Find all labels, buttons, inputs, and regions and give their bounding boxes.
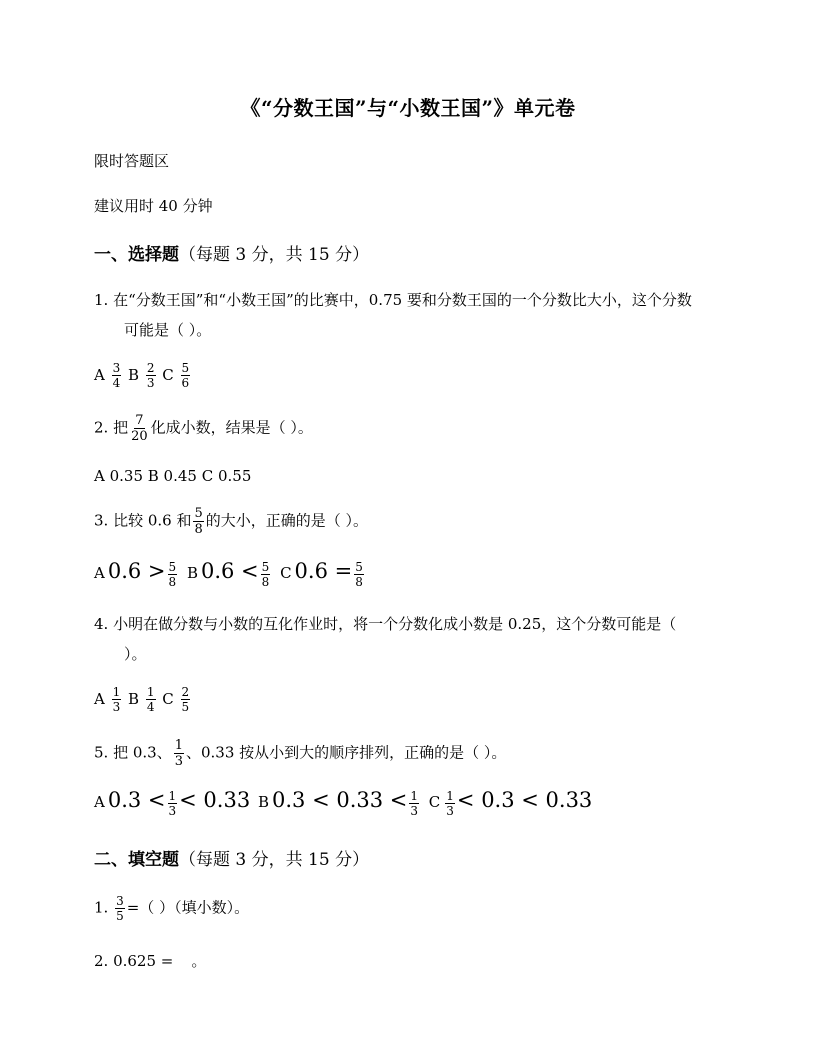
q4-option-b-den: 4 (146, 700, 155, 714)
q3-prefix: 3. 比较 0.6 和 (94, 511, 192, 530)
q3-option-a-den: 8 (168, 574, 177, 589)
q3-option-a-letter: A (94, 564, 105, 582)
q2-den: 20 (131, 429, 148, 444)
f2-stem (94, 950, 206, 971)
q3-options (94, 559, 369, 588)
q5-option-c-num: 1 (446, 788, 454, 803)
q3-option-c-letter: C (280, 564, 292, 582)
q5-option-a-before: 0.3 < (107, 788, 166, 812)
q5-option-a-letter: A (94, 793, 105, 811)
q4-option-c-den: 5 (181, 700, 190, 714)
q3-option-b-letter: B (186, 564, 198, 582)
q1-option-b-den: 3 (146, 376, 155, 390)
q4-options (94, 686, 192, 713)
q2-stem (94, 414, 313, 443)
q1-option-b[interactable] (128, 361, 157, 390)
f1-den: 5 (116, 909, 124, 923)
q3-stem (94, 507, 368, 536)
q5-option-a[interactable] (94, 788, 251, 818)
section-fill-label: 二、填空题 (94, 850, 179, 870)
section-fill-note: （每题 3 分，共 15 分） (179, 850, 370, 870)
time-limit-label: 限时答题区 (94, 152, 170, 170)
q1-stem-line2: 可能是（ ）。 (124, 321, 212, 339)
q5-stem (94, 739, 506, 768)
q5-option-c-den: 3 (446, 803, 454, 818)
q1-option-a-letter: A (94, 365, 105, 384)
q1-option-b-letter: B (128, 365, 140, 384)
f1-stem (94, 895, 249, 922)
q3-option-a-num: 5 (168, 559, 177, 574)
q3-option-c[interactable] (280, 559, 366, 589)
f1-num: 3 (116, 894, 124, 908)
q1-option-c[interactable] (162, 361, 192, 390)
q3-option-b-den: 8 (261, 574, 270, 589)
q3-num: 5 (194, 506, 203, 521)
q5-option-b-before: 0.3 < 0.33 < (272, 788, 408, 812)
q3-option-c-left: 0.6 = (294, 559, 353, 583)
page-title: 《“分数王国”与“小数王国”》单元卷 (240, 96, 576, 120)
q3-suffix: 的大小，正确的是（ ）。 (205, 511, 369, 530)
q1-stem-line1: 1. 在“分数王国”和“小数王国”的比赛中，0.75 要和分数王国的一个分数比大小，这个分数 (94, 291, 692, 309)
q5-option-b-den: 3 (410, 803, 419, 818)
f1-prefix: 1. (94, 898, 109, 917)
section-choice-note: （每题 3 分，共 15 分） (179, 245, 370, 265)
f2-text: 2. 0.625 = (94, 952, 174, 970)
q2-suffix: 化成小数，结果是（ ）。 (150, 418, 313, 437)
q1-option-c-letter: C (162, 365, 174, 384)
f1-suffix: =（ ）（填小数）。 (126, 898, 250, 917)
q1-option-a-num: 3 (112, 361, 121, 375)
q1-option-c-num: 5 (181, 361, 190, 375)
q1-options (94, 362, 192, 389)
q1-option-a[interactable] (94, 361, 123, 390)
q4-option-a-letter: A (94, 689, 105, 708)
q5-option-a-den: 3 (168, 803, 177, 818)
q5-option-b-num: 1 (410, 788, 419, 803)
q5-den: 3 (174, 754, 183, 769)
q3-option-b[interactable] (186, 559, 272, 589)
q5-option-a-after: < 0.33 (179, 788, 251, 812)
q4-stem-line2: ）。 (124, 645, 147, 663)
q1-option-b-num: 2 (146, 361, 155, 375)
q4-option-b[interactable] (128, 685, 157, 714)
q4-option-b-letter: B (128, 689, 140, 708)
q3-den: 8 (194, 522, 203, 537)
q5-option-c-after: < 0.3 < 0.33 (456, 788, 593, 812)
q3-option-a-left: 0.6 > (107, 559, 166, 583)
q4-option-c[interactable] (162, 685, 192, 714)
q5-suffix: 、0.33 按从小到大的顺序排列，正确的是（ ）。 (185, 743, 507, 762)
suggested-time-label: 建议用时 40 分钟 (94, 197, 213, 215)
q5-num: 1 (174, 738, 183, 753)
q5-option-b-letter: B (257, 793, 269, 811)
q3-option-c-num: 5 (355, 559, 363, 574)
q4-option-a-num: 1 (112, 685, 121, 699)
q4-option-c-letter: C (162, 689, 174, 708)
q5-option-a-num: 1 (168, 788, 177, 803)
q4-option-c-num: 2 (181, 685, 190, 699)
q1-option-a-den: 4 (112, 376, 121, 390)
q4-option-a[interactable] (94, 685, 123, 714)
q5-options (94, 788, 595, 817)
q5-option-c[interactable] (428, 788, 593, 818)
q4-option-b-num: 1 (146, 685, 155, 699)
q3-option-c-den: 8 (355, 574, 363, 589)
f2-end: 。 (191, 952, 207, 970)
q2-options: A 0.35 B 0.45 C 0.55 (94, 467, 252, 485)
q3-option-b-num: 5 (261, 559, 270, 574)
q5-prefix: 5. 把 0.3、 (94, 743, 172, 762)
section-fill-heading (94, 845, 369, 870)
q4-stem-line1: 4. 小明在做分数与小数的互化作业时，将一个分数化成小数是 0.25，这个分数可能是（ (94, 615, 677, 633)
section-choice-heading (94, 240, 369, 265)
section-choice-label: 一、选择题 (94, 245, 179, 265)
q3-option-b-left: 0.6 < (200, 559, 259, 583)
q4-option-a-den: 3 (112, 700, 121, 714)
q2-prefix: 2. 把 (94, 418, 129, 437)
q5-option-c-letter: C (428, 793, 441, 811)
q1-option-c-den: 6 (181, 376, 190, 390)
q2-num: 7 (135, 413, 144, 428)
q5-option-b[interactable] (257, 788, 421, 818)
q3-option-a[interactable] (94, 559, 179, 589)
